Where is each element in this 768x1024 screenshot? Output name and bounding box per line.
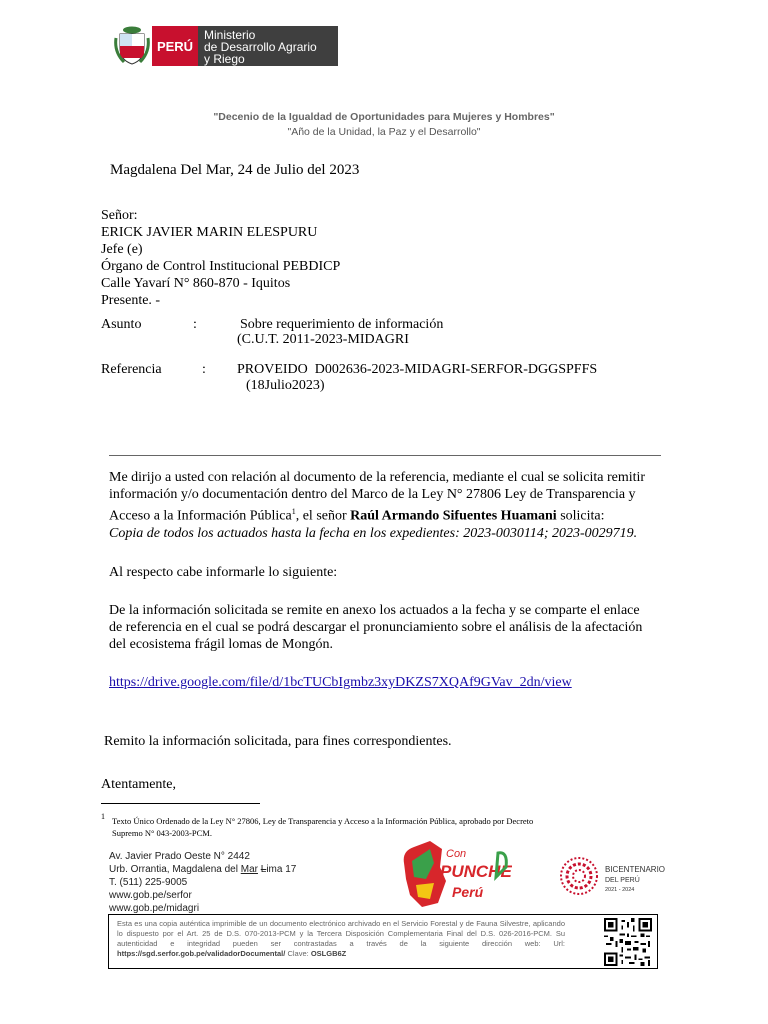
address-mar: Mar bbox=[240, 864, 258, 875]
peru-crest-icon bbox=[114, 24, 150, 66]
addressee-name: ERICK JAVIER MARIN ELESPURU bbox=[101, 225, 318, 240]
paragraph-3-line-1: De la información solicitada se remite en anexo los actuados a la fecha y se comparte el enlace bbox=[109, 603, 640, 618]
referencia-line-1: PROVEIDO D002636-2023-MIDAGRI-SERFOR-DGGSPFFS bbox=[237, 362, 598, 377]
validation-box bbox=[108, 914, 658, 969]
footnote-number: 1 bbox=[101, 812, 105, 821]
asunto-label: Asunto bbox=[101, 317, 142, 332]
footer-address-2 bbox=[109, 863, 296, 876]
asunto-line-2: (C.U.T. 2011-2023-MIDAGRI bbox=[237, 332, 409, 347]
solicita-text: solicita: bbox=[556, 508, 605, 524]
drive-link[interactable]: https://drive.google.com/file/d/1bcTUCbIgmbz3xyDKZS7XQAf9GVav_2dn/view bbox=[109, 675, 572, 690]
con-punche-peru-logo-icon bbox=[400, 833, 512, 911]
paragraph-3-line-2: de referencia en el cual se podrá descargar el pronunciamiento sobre el análisis de la afectación bbox=[109, 620, 643, 635]
sign-off: Atentamente, bbox=[101, 777, 177, 792]
address-strike: L bbox=[260, 864, 267, 875]
referencia-line-2: (18Julio2023) bbox=[246, 378, 325, 393]
footer-phone: T. (511) 225-9005 bbox=[109, 877, 188, 888]
bicentenario-logo-icon bbox=[555, 852, 680, 900]
footer-address-1: Av. Javier Prado Oeste N° 2442 bbox=[109, 851, 250, 862]
paragraph-1-line-1: Me dirijo a usted con relación al documento de la referencia, mediante el cual se solicita remitir bbox=[109, 470, 646, 485]
peru-label: PERÚ bbox=[152, 26, 198, 66]
footnote-mark: 1 bbox=[291, 507, 296, 516]
addressee-block bbox=[101, 207, 340, 309]
referencia-label: Referencia bbox=[101, 362, 162, 377]
ministry-line-1: Ministerio bbox=[204, 28, 256, 42]
closing-sentence: Remito la información solicitada, para fines correspondientes. bbox=[104, 734, 452, 749]
bicentenario-text-2: DEL PERÚ bbox=[605, 877, 640, 884]
connector-text: , el señor bbox=[295, 508, 351, 524]
con-punche-text-3: Perú bbox=[452, 884, 484, 900]
referencia-colon: : bbox=[202, 362, 206, 377]
address-lima: ima 17 bbox=[266, 864, 297, 875]
addressee-address: Calle Yavarí N° 860-870 - Iquitos bbox=[101, 276, 291, 291]
addressee-position: Jefe (e) bbox=[101, 242, 143, 257]
paragraph-2: Al respecto cabe informarle lo siguiente: bbox=[109, 565, 338, 580]
ministry-line-2: de Desarrollo Agrario bbox=[204, 40, 317, 54]
requester-name: Raúl Armando Sifuentes Huamani bbox=[350, 508, 557, 524]
paragraph-1 bbox=[109, 469, 661, 542]
qr-code-icon bbox=[604, 918, 652, 966]
address-text: Urb. Orrantia, Magdalena del bbox=[109, 864, 241, 875]
bicentenario-text-1: BICENTENARIO bbox=[605, 865, 666, 874]
validation-url: https://sgd.serfor.gob.pe/validadorDocumental/ bbox=[117, 949, 286, 958]
paragraph-1-line-2: información y/o documentación dentro del Marco de la Ley N° 27806 Ley de Transparencia y bbox=[109, 487, 636, 502]
footnote-rule bbox=[101, 803, 260, 804]
footnote-text bbox=[112, 815, 672, 839]
decenio-heading: "Decenio de la Igualdad de Oportunidades para Mujeres y Hombres" bbox=[213, 111, 555, 123]
footer-web-serfor[interactable]: www.gob.pe/serfor bbox=[109, 890, 192, 901]
footer-web-midagri[interactable]: www.gob.pe/midagri bbox=[109, 903, 200, 914]
paragraph-1-line-3 bbox=[109, 503, 661, 525]
footnote-line-1: Texto Único Ordenado de la Ley N° 27806, Ley de Transparencia y Acceso a la Información Pública, aprobado por Decreto bbox=[112, 816, 534, 826]
validation-clave-label: Clave: bbox=[287, 949, 309, 958]
salutation: Señor: bbox=[101, 208, 138, 223]
asunto-colon: : bbox=[193, 317, 197, 332]
ministry-name bbox=[198, 26, 338, 66]
paragraph-3 bbox=[109, 602, 661, 653]
con-punche-text-1: Con bbox=[446, 848, 467, 860]
footnote-line-2: Supremo N° 043-2003-PCM. bbox=[112, 828, 212, 838]
con-punche-text-2: PUNCHE bbox=[440, 862, 512, 881]
addressee-organization: Órgano de Control Institucional PEBDICP bbox=[101, 259, 341, 274]
ministry-line-3: y Riego bbox=[204, 52, 245, 66]
place-date: Magdalena Del Mar, 24 de Julio del 2023 bbox=[110, 162, 360, 178]
law-name: Acceso a la Información Pública bbox=[109, 508, 292, 524]
paragraph-3-line-3: del ecosistema frágil lomas de Mongón. bbox=[109, 637, 333, 652]
year-heading: "Año de la Unidad, la Paz y el Desarrollo" bbox=[287, 126, 481, 138]
presente: Presente. - bbox=[101, 293, 161, 308]
bicentenario-text-3: 2021 - 2024 bbox=[605, 887, 635, 893]
validation-text: Esta es una copia auténtica imprimible de un documento electrónico archivado en el Servicio Forestal y de Fauna Silvestre, aplicando lo dispuesto por el Art. 25 de D.S. 070-2013-PCM y la Tercera Disposición Complementaria Final del D.S. 026-2016-PCM. Su autenticidad e integridad pueden ser contrastadas a través de la siguiente dirección web: Url: bbox=[117, 919, 565, 948]
validation-clave: OSLGB6Z bbox=[310, 949, 347, 958]
divider bbox=[109, 455, 661, 456]
asunto-line-1: Sobre requerimiento de información bbox=[240, 317, 444, 332]
request-italic: Copia de todos los actuados hasta la fecha en los expedientes: 2023-0030114; 2023-0029719. bbox=[109, 525, 638, 541]
